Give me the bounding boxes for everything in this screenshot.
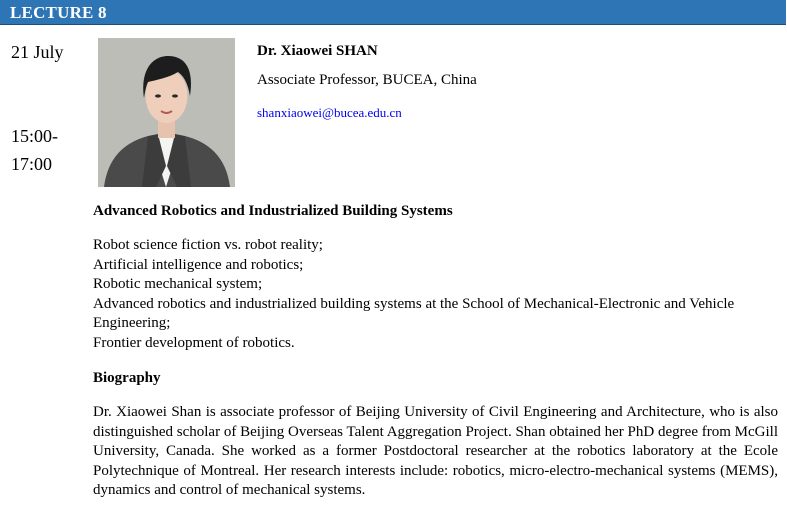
speaker-position: Associate Professor, BUCEA, China xyxy=(257,72,477,88)
biography-text: Dr. Xiaowei Shan is associate professor of Beijing University of Civil Engineering and Architecture, who is also distinguished scholar of Beijing Overseas Talent Aggregation Project. Shan obtained her PhD degree from McGill University, Canada. She worked as a former Postdoctoral researcher at the robotics laboratory at the Ecole Polytechnique of Montreal. Her research interests include: robotics, micro-electro-mechanical systems (MEMS), dynamics and control of mechanical systems. xyxy=(93,404,778,499)
lecture-time xyxy=(11,122,58,178)
lecture-date: 21 July xyxy=(11,42,64,62)
topic-item: Artificial intelligence and robotics; xyxy=(93,256,304,273)
lecture-topics-list xyxy=(93,236,773,353)
topic-item: Advanced robotics and industrialized building systems at the School of Mechanical-Electronic and Vehicle Engineering; xyxy=(93,295,735,331)
topic-item: Frontier development of robotics. xyxy=(93,334,295,351)
speaker-name: Dr. Xiaowei SHAN xyxy=(257,43,378,59)
speaker-email-link[interactable]: shanxiaowei@bucea.edu.cn xyxy=(257,105,402,120)
speaker-photo xyxy=(98,38,235,187)
lecture-number-title: LECTURE 8 xyxy=(10,3,107,22)
lecture-title: Advanced Robotics and Industrialized Building Systems xyxy=(93,203,453,219)
biography-heading: Biography xyxy=(93,370,161,386)
lecture-time-end: 17:00 xyxy=(11,154,53,174)
speaker-portrait-illustration xyxy=(98,38,235,187)
topic-item: Robotic mechanical system; xyxy=(93,276,263,292)
topic-item: Robot science fiction vs. robot reality; xyxy=(93,237,323,253)
lecture-header-bar xyxy=(0,0,786,25)
lecture-time-start: 15:00- xyxy=(11,126,58,146)
